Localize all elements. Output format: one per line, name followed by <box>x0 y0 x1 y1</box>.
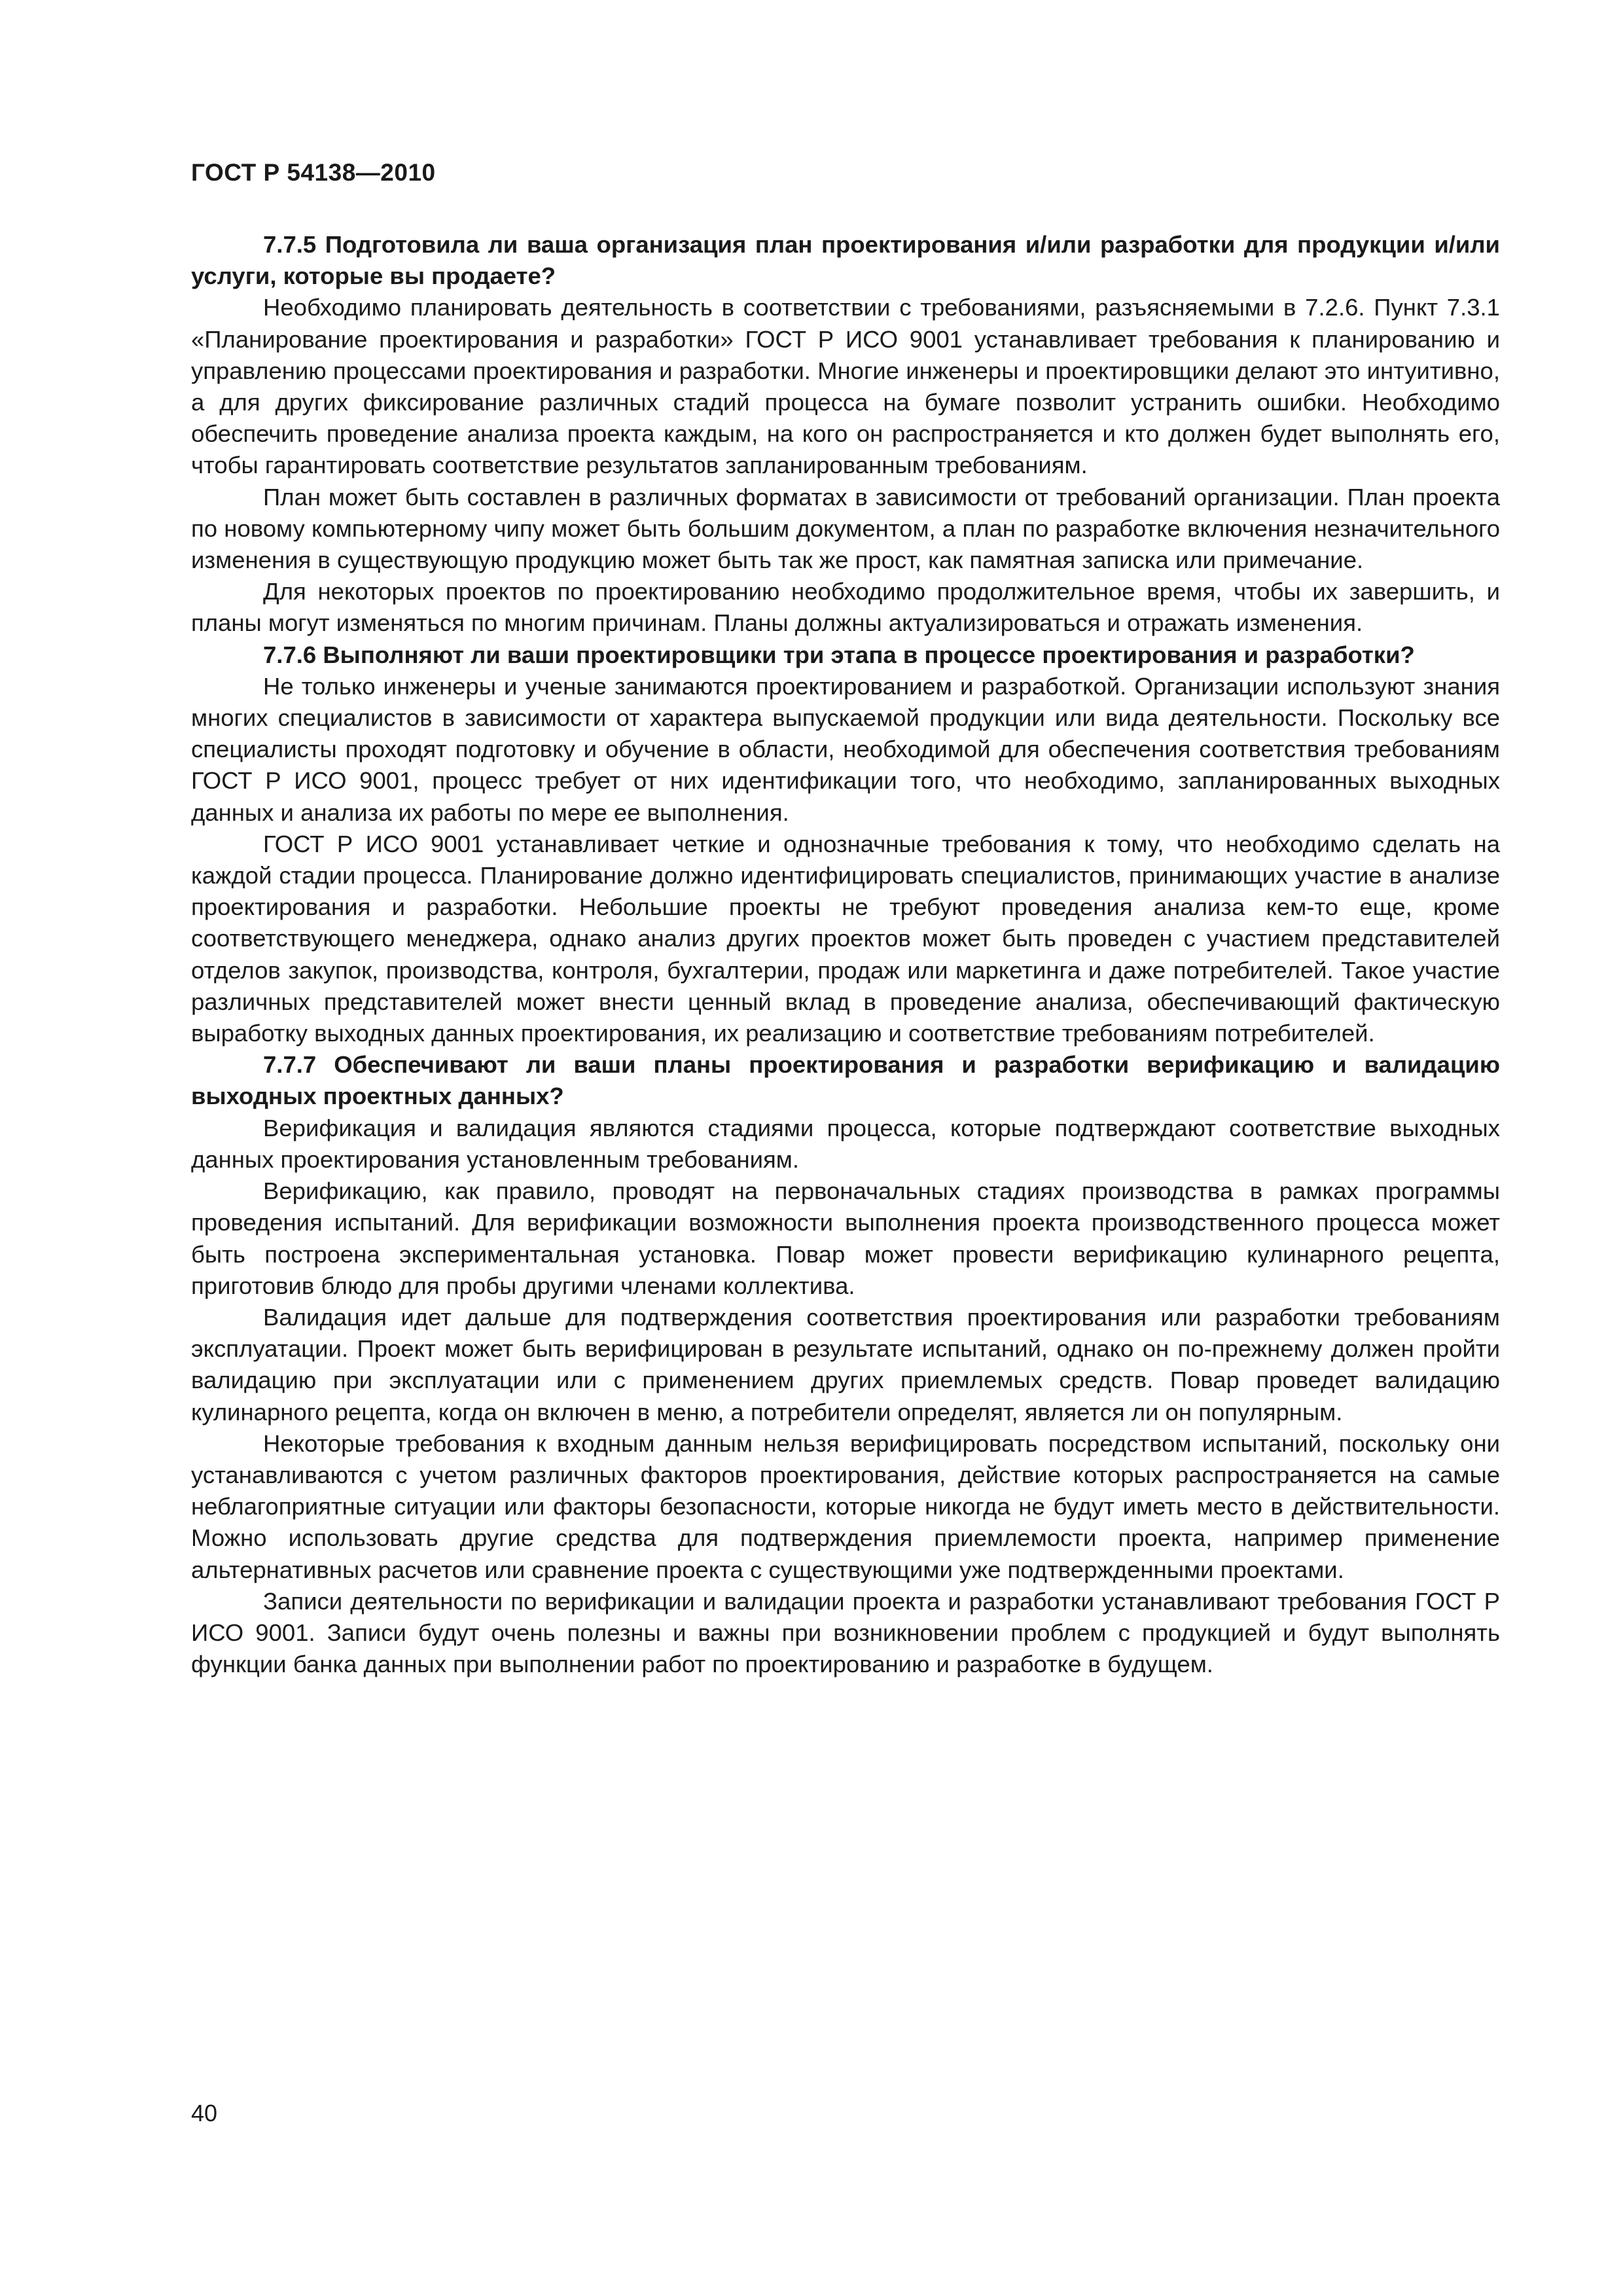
document-body <box>191 229 1500 1680</box>
section-heading-7-7-5: 7.7.5 Подготовила ли ваша организация план проектирования и/или разработки для продукции и/или услуги, которые вы продаете? <box>191 231 1500 290</box>
standard-header: ГОСТ Р 54138—2010 <box>191 159 436 186</box>
paragraph: Записи деятельности по верификации и валидации проекта и разработки устанавливают требования ГОСТ Р ИСО 9001. Записи будут очень полезны и важны при возникновении проблем с продукцией и будут выполнять функции банка данных при выполнении работ по проектированию и разработке в будущем. <box>191 1587 1500 1678</box>
paragraph: Верификация и валидация являются стадиями процесса, которые подтверждают соответствие выходных данных проектирования установленным требованиям. <box>191 1114 1500 1173</box>
paragraph: План может быть составлен в различных форматах в зависимости от требований организации. План проекта по новому компьютерному чипу может быть большим документом, а план по разработке включения незначительного изменения в существующую продукцию может быть так же прост, как памятная записка или примечание. <box>191 483 1500 574</box>
paragraph: Некоторые требования к входным данным нельзя верифицировать посредством испытаний, поскольку они устанавливаются с учетом различных факторов проектирования, действие которых распространяется на самые неблагоприятные ситуации или факторы безопасности, которые никогда не будут иметь место в действительности. Можно использовать другие средства для подтверждения приемлемости проекта, например применение альтернативных расчетов или сравнение проекта с существующими уже подтвержденными проектами. <box>191 1429 1500 1583</box>
section-heading-7-7-7: 7.7.7 Обеспечивают ли ваши планы проектирования и разработки верификацию и валидацию выходных проектных данных? <box>191 1051 1500 1110</box>
section-heading-7-7-6: 7.7.6 Выполняют ли ваши проектировщики три этапа в процессе проектирования и разработки? <box>263 641 1415 668</box>
page-number: 40 <box>191 2100 218 2126</box>
paragraph: Валидация идет дальше для подтверждения соответствия проектирования или разработки требованиям эксплуатации. Проект может быть верифицирован в результате испытаний, однако он по-прежнему должен пройти валидацию при эксплуатации или с применением других приемлемых средств. Повар проведет валидацию кулинарного рецепта, когда он включен в меню, а потребители определят, является ли он популярным. <box>191 1303 1500 1426</box>
paragraph: Для некоторых проектов по проектированию необходимо продолжительное время, чтобы их завершить, и планы могут изменяться по многим причинам. Планы должны актуализироваться и отражать изменения. <box>191 578 1500 637</box>
paragraph: ГОСТ Р ИСО 9001 устанавливает четкие и однозначные требования к тому, что необходимо сделать на каждой стадии процесса. Планирование должно идентифицировать специалистов, принимающих участие в анализе проектирования и разработки. Небольшие проекты не требуют проведения анализа кем-то еще, кроме соответствующего менеджера, однако анализ других проектов может быть проведен с участием представителей отделов закупок, производства, контроля, бухгалтерии, продаж или маркетинга и даже потребителей. Такое участие различных представителей может внести ценный вклад в проведение анализа, обеспечивающий фактическую выработку выходных данных проектирования, их реализацию и соответствие требованиям потребителей. <box>191 830 1500 1047</box>
paragraph: Не только инженеры и ученые занимаются проектированием и разработкой. Организации используют знания многих специалистов в зависимости от характера выпускаемой продукции или вида деятельности. Поскольку все специалисты проходят подготовку и обучение в области, необходимой для обеспечения соответствия требованиям ГОСТ Р ИСО 9001, процесс требует от них идентификации того, что необходимо, запланированных выходных данных и анализа их работы по мере ее выполнения. <box>191 672 1500 826</box>
paragraph: Верификацию, как правило, проводят на первоначальных стадиях производства в рамках программы проведения испытаний. Для верификации возможности выполнения проекта производственного процесса может быть построена экспериментальная установка. Повар может провести верификацию кулинарного рецепта, приготовив блюдо для пробы другими членами коллектива. <box>191 1177 1500 1299</box>
paragraph: Необходимо планировать деятельность в соответствии с требованиями, разъясняемыми в 7.2.6. Пункт 7.3.1 «Планирование проектирования и разработки» ГОСТ Р ИСО 9001 устанавливает требования к планированию и управлению процессами проектирования и разработки. Многие инженеры и проектировщики делают это интуитивно, а для других фиксирование различных стадий процесса на бумаге позволит устранить ошибки. Необходимо обеспечить проведение анализа проекта каждым, на кого он распространяется и кто должен будет выполнять его, чтобы гарантировать соответствие результатов запланированным требованиям. <box>191 294 1500 479</box>
